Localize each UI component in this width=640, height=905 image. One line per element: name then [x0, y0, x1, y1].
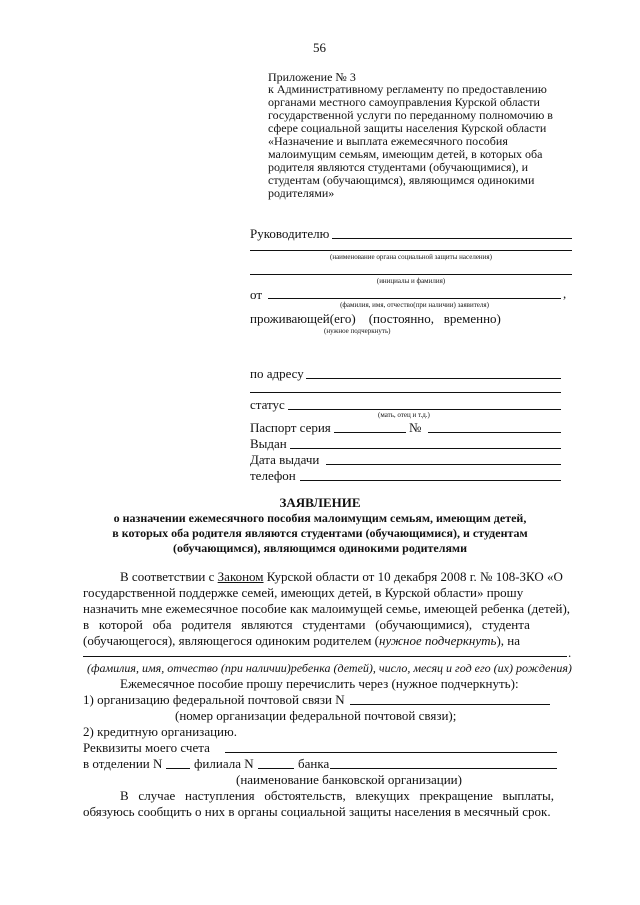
body-rest: Курской области от 10 декабря 2008 г. № 108-ЗКО «О	[263, 569, 563, 584]
body-line-last	[83, 633, 520, 648]
law-link[interactable]: Законом	[217, 569, 264, 584]
issue-date-field[interactable]	[326, 464, 561, 465]
passport-series-label: Паспорт серия	[250, 420, 331, 435]
passport-series-field[interactable]	[334, 432, 406, 433]
passport-number-label: №	[409, 420, 422, 435]
account-label: Реквизиты моего счета	[83, 740, 210, 755]
address-field[interactable]	[306, 378, 561, 379]
applicant-field[interactable]	[268, 298, 561, 299]
bank-name-field[interactable]	[330, 768, 557, 769]
bank-label: банка	[298, 756, 330, 771]
residing-text: проживающей(его) (постоянно, временно)	[250, 311, 501, 326]
initials-hint: (инициалы и фамилия)	[376, 277, 446, 285]
statement-subtitle-line: о назначении ежемесячного пособия малоимущим семьям, имеющим детей,	[113, 511, 527, 525]
underline-hint: (нужное подчеркнуть)	[324, 327, 391, 335]
filial-number-field[interactable]	[258, 768, 294, 769]
page-number: 56	[313, 40, 326, 55]
option-postal: 1) организацию федеральной почтовой связи N	[83, 692, 345, 707]
body-last-a: (обучающегося), являющегося одиноким родителем (	[83, 633, 380, 648]
status-hint: (мать, отец и т.д.)	[378, 411, 430, 419]
initials-field[interactable]	[250, 274, 572, 275]
address-label: по адресу	[250, 366, 304, 381]
appendix-line: сфере социальной защиты населения Курской области	[268, 121, 547, 135]
appendix-line: к Административному регламенту по предоставлению	[268, 82, 547, 96]
postal-hint: (номер организации федеральной почтовой связи);	[175, 708, 457, 723]
appendix-line: малоимущим семьям, имеющим детей, в которых оба	[268, 147, 543, 161]
status-field[interactable]	[288, 409, 561, 410]
body-line-1	[120, 569, 563, 584]
appendix-title: Приложение № 3	[268, 70, 356, 84]
applicant-hint: (фамилия, имя, отчество(при наличии) заявителя)	[340, 301, 489, 309]
issued-field[interactable]	[290, 448, 561, 449]
body-last-b: ), на	[496, 633, 521, 648]
branch-label: в отделении N	[83, 756, 163, 771]
from-comma: ,	[563, 286, 567, 301]
filial-label: филиала N	[194, 756, 254, 771]
bank-hint: (наименование банковской организации)	[236, 772, 462, 787]
child-hint: (фамилия, имя, отчество (при наличии)ребенка (детей), число, месяц и год его (их) рождения)	[87, 661, 572, 675]
postal-number-field[interactable]	[350, 704, 550, 705]
to-label: Руководителю	[250, 226, 330, 241]
issued-label: Выдан	[250, 436, 287, 451]
account-field[interactable]	[225, 752, 557, 753]
body-line: назначить мне ежемесячное пособие как малоимущей семье, имеющей ребенка (детей),	[83, 601, 571, 616]
address-field-2[interactable]	[250, 392, 561, 393]
organ-hint: (наименование органа социальной защиты населения)	[330, 253, 492, 261]
appendix-line: родителями»	[268, 186, 335, 200]
appendix-line: студентам (обучающимся), являющимся одинокими	[268, 173, 535, 187]
passport-number-field[interactable]	[428, 432, 561, 433]
to-field[interactable]	[332, 238, 572, 239]
body-prefix: В соответствии с	[120, 569, 218, 584]
child-info-field[interactable]	[83, 656, 567, 657]
appendix-line: родителя являются студентами (обучающимися), и	[268, 160, 528, 174]
statement-subtitle-line: в которых оба родителя являются студентами (обучающимися), и студентам	[112, 526, 528, 540]
body-line: государственной поддержке семей, имеющих детей, в Курской области» прошу	[83, 585, 524, 600]
branch-number-field[interactable]	[166, 768, 190, 769]
final-line-1: В случае наступления обстоятельств, влекущих прекращение выплаты,	[120, 788, 554, 803]
appendix-line: «Назначение и выплата ежемесячного пособия	[268, 134, 508, 148]
phone-label: телефон	[250, 468, 296, 483]
statement-subtitle-line: (обучающимся), являющимся одинокими родителями	[172, 541, 468, 555]
organ-field[interactable]	[250, 250, 572, 251]
issue-date-label: Дата выдачи	[250, 452, 320, 467]
option-credit: 2) кредитную организацию.	[83, 724, 237, 739]
appendix-line: государственной услуги по переданному полномочию в	[268, 108, 553, 122]
statement-title: ЗАЯВЛЕНИЕ	[279, 495, 361, 510]
status-label: статус	[250, 397, 285, 412]
child-dot: .	[568, 645, 572, 660]
transfer-line: Ежемесячное пособие прошу перечислить через (нужное подчеркнуть):	[120, 676, 519, 691]
final-line-2: обязуюсь сообщить о них в органы социальной защиты населения в месячный срок.	[83, 804, 551, 819]
from-label: от	[250, 287, 263, 302]
phone-field[interactable]	[300, 480, 561, 481]
body-line: в которой оба родителя являются студентами (обучающимися), студента	[83, 617, 530, 632]
appendix-line: органами местного самоуправления Курской области	[268, 95, 540, 109]
body-last-em: нужное подчеркнуть	[379, 633, 497, 648]
